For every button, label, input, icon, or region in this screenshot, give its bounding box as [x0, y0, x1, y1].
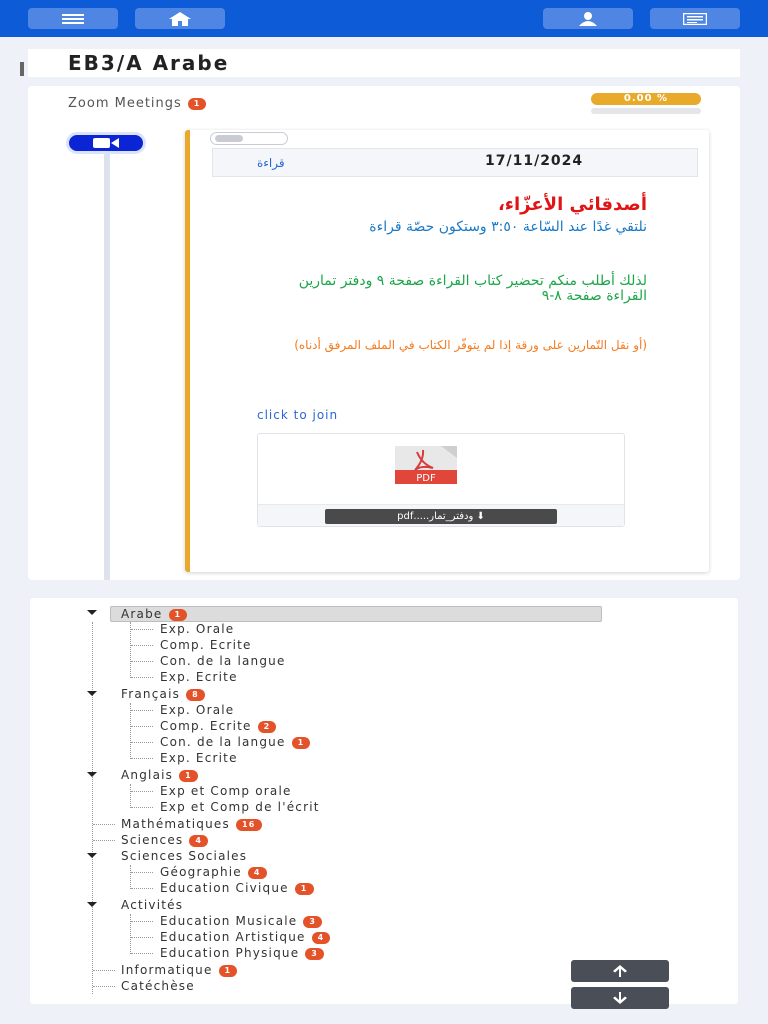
- message-line-2: لذلك أطلب منكم تحضير كتاب القراءة صفحة ٩ ودفتر تمارين القراءة صفحة ٨-٩: [298, 273, 647, 304]
- tree-label: Comp. Ecrite: [160, 719, 252, 733]
- tree-item-education-musicale[interactable]: [160, 914, 322, 928]
- tree-label: Géographie: [160, 865, 242, 879]
- home-icon: [169, 12, 191, 26]
- tree-branch: [130, 865, 131, 889]
- profile-button[interactable]: [543, 8, 633, 29]
- tree-connector: [93, 840, 115, 841]
- expand-caret-sciences-sociales[interactable]: [87, 853, 97, 858]
- tree-item-arabe[interactable]: [110, 606, 602, 622]
- toggle-switch[interactable]: [210, 132, 288, 145]
- tree-connector: [131, 807, 153, 808]
- tree-label: Con. de la langue: [160, 735, 286, 749]
- pdf-icon-label: PDF: [416, 473, 436, 484]
- timeline-line: [104, 146, 110, 580]
- tree-item-sciences[interactable]: [121, 833, 208, 847]
- tree-connector: [131, 742, 153, 743]
- expand-caret-activites[interactable]: [87, 902, 97, 907]
- tree-label: Français: [121, 687, 181, 701]
- tree-item-education-artistique[interactable]: [160, 930, 330, 944]
- tree-item-anglais-orale[interactable]: Exp et Comp orale: [160, 784, 292, 798]
- tree-item-francais-comp-ecrite[interactable]: [160, 719, 276, 733]
- count-badge: 1: [179, 770, 198, 782]
- tree-connector: [131, 726, 153, 727]
- id-card-button[interactable]: [650, 8, 740, 29]
- tree-connector: [131, 872, 153, 873]
- post-header: [212, 148, 698, 177]
- tree-connector: [131, 921, 153, 922]
- tree-connector: [131, 629, 153, 630]
- post-date: 17/11/2024: [485, 153, 584, 169]
- feed-count-badge: 1: [188, 98, 207, 110]
- tree-label: Mathématiques: [121, 817, 230, 831]
- tree-label: Education Civique: [160, 881, 289, 895]
- tree-label: Sciences: [121, 833, 184, 847]
- tree-connector: [93, 824, 115, 825]
- zoom-meetings-feed: [28, 86, 740, 580]
- tree-label: Anglais: [121, 768, 174, 782]
- count-badge: 4: [248, 867, 267, 879]
- pdf-file-icon: [391, 446, 461, 484]
- video-camera-icon: [93, 137, 119, 149]
- message-greeting: أصدقائي الأعزّاء،: [497, 194, 647, 215]
- tree-connector: [131, 953, 153, 954]
- tree-item-education-civique[interactable]: [160, 881, 314, 895]
- page-header: [28, 49, 740, 77]
- count-badge: 1: [295, 883, 314, 895]
- tree-guide-line: [92, 622, 93, 994]
- expand-caret-arabe[interactable]: [87, 610, 97, 615]
- count-badge: 3: [303, 916, 322, 928]
- scroll-down-button[interactable]: [571, 987, 669, 1009]
- attachment-footer: [258, 504, 624, 526]
- tree-item-francais-exp-orale[interactable]: Exp. Orale: [160, 703, 235, 717]
- menu-button[interactable]: [28, 8, 118, 29]
- tree-item-francais-exp-ecrite[interactable]: Exp. Ecrite: [160, 751, 238, 765]
- timeline-pointer: [146, 138, 156, 150]
- tree-connector: [131, 710, 153, 711]
- page-title: EB3/A Arabe: [68, 51, 230, 75]
- meeting-post-card: [185, 130, 709, 572]
- feed-label-text: Zoom Meetings: [68, 96, 182, 111]
- tree-item-education-physique[interactable]: [160, 946, 324, 960]
- tree-connector: [131, 677, 153, 678]
- message-line-1: نلتقي غدًا عند السّاعة ٣:٥٠ وستكون حصّة قراءة: [369, 219, 647, 235]
- expand-caret-anglais[interactable]: [87, 772, 97, 777]
- progress-percentage: 0.00 %: [591, 93, 701, 105]
- scroll-up-button[interactable]: [571, 960, 669, 982]
- tree-connector: [131, 791, 153, 792]
- toggle-knob: [215, 135, 243, 142]
- feed-label: [68, 96, 206, 111]
- tree-connector: [131, 758, 153, 759]
- arrow-up-icon: [612, 965, 628, 977]
- progress-track: [591, 108, 701, 114]
- tree-item-francais[interactable]: [121, 687, 205, 701]
- tree-connector: [93, 970, 115, 971]
- tree-connector: [131, 888, 153, 889]
- count-badge: 16: [236, 819, 262, 831]
- download-icon: ⬇: [476, 511, 485, 522]
- count-badge: 1: [169, 609, 188, 621]
- tree-label: Informatique: [121, 963, 213, 977]
- top-navigation-bar: [0, 0, 768, 37]
- tree-item-anglais-ecrit[interactable]: Exp et Comp de l'écrit: [160, 800, 320, 814]
- tree-branch: [130, 703, 131, 759]
- tree-item-arabe-con-langue[interactable]: Con. de la langue: [160, 654, 286, 668]
- tree-label: Education Physique: [160, 946, 300, 960]
- count-badge: 1: [292, 737, 311, 749]
- subject-tree: [30, 598, 738, 1004]
- count-badge: 1: [219, 965, 238, 977]
- tree-label: Education Musicale: [160, 914, 298, 928]
- tree-item-arabe-comp-ecrite[interactable]: Comp. Ecrite: [160, 638, 252, 652]
- home-button[interactable]: [135, 8, 225, 29]
- post-type-link[interactable]: قراءة: [257, 156, 285, 170]
- hamburger-icon: [62, 14, 84, 24]
- join-meeting-link[interactable]: click to join: [257, 408, 339, 422]
- attachment-card[interactable]: [257, 433, 625, 527]
- count-badge: 2: [258, 721, 277, 733]
- tree-connector: [131, 937, 153, 938]
- tree-item-activites[interactable]: Activités: [121, 898, 184, 912]
- tree-item-catechese[interactable]: Catéchèse: [121, 979, 195, 993]
- count-badge: 4: [189, 835, 208, 847]
- tree-item-arabe-exp-orale[interactable]: Exp. Orale: [160, 622, 235, 636]
- tree-connector: [131, 645, 153, 646]
- tree-branch: [130, 784, 131, 808]
- tree-item-informatique[interactable]: [121, 963, 237, 977]
- title-accent: [20, 62, 24, 76]
- tree-branch: [130, 622, 131, 678]
- arrow-down-icon: [612, 992, 628, 1004]
- download-attachment-button[interactable]: [325, 509, 557, 524]
- user-icon: [578, 12, 598, 26]
- timeline-video-marker: [66, 132, 146, 154]
- tree-item-francais-con-langue[interactable]: [160, 735, 310, 749]
- tree-connector: [93, 986, 115, 987]
- tree-item-arabe-exp-ecrite[interactable]: Exp. Ecrite: [160, 670, 238, 684]
- tree-item-sciences-sociales[interactable]: Sciences Sociales: [121, 849, 248, 863]
- message-line-3: (أو نقل التّمارين على ورقة إذا لم يتوفّر الكتاب في الملف المرفق أدناه): [294, 338, 647, 352]
- count-badge: 4: [312, 932, 331, 944]
- expand-caret-francais[interactable]: [87, 691, 97, 696]
- count-badge: 8: [186, 689, 205, 701]
- count-badge: 3: [305, 948, 324, 960]
- id-card-icon: [683, 13, 707, 25]
- tree-item-mathematiques[interactable]: [121, 817, 262, 831]
- tree-label: Arabe: [121, 607, 163, 621]
- tree-item-geographie[interactable]: [160, 865, 267, 879]
- attachment-filename: ودفتر_تمار.....pdf: [397, 511, 474, 522]
- tree-branch: [130, 914, 131, 954]
- tree-connector: [131, 661, 153, 662]
- tree-item-anglais[interactable]: [121, 768, 198, 782]
- tree-label: Education Artistique: [160, 930, 306, 944]
